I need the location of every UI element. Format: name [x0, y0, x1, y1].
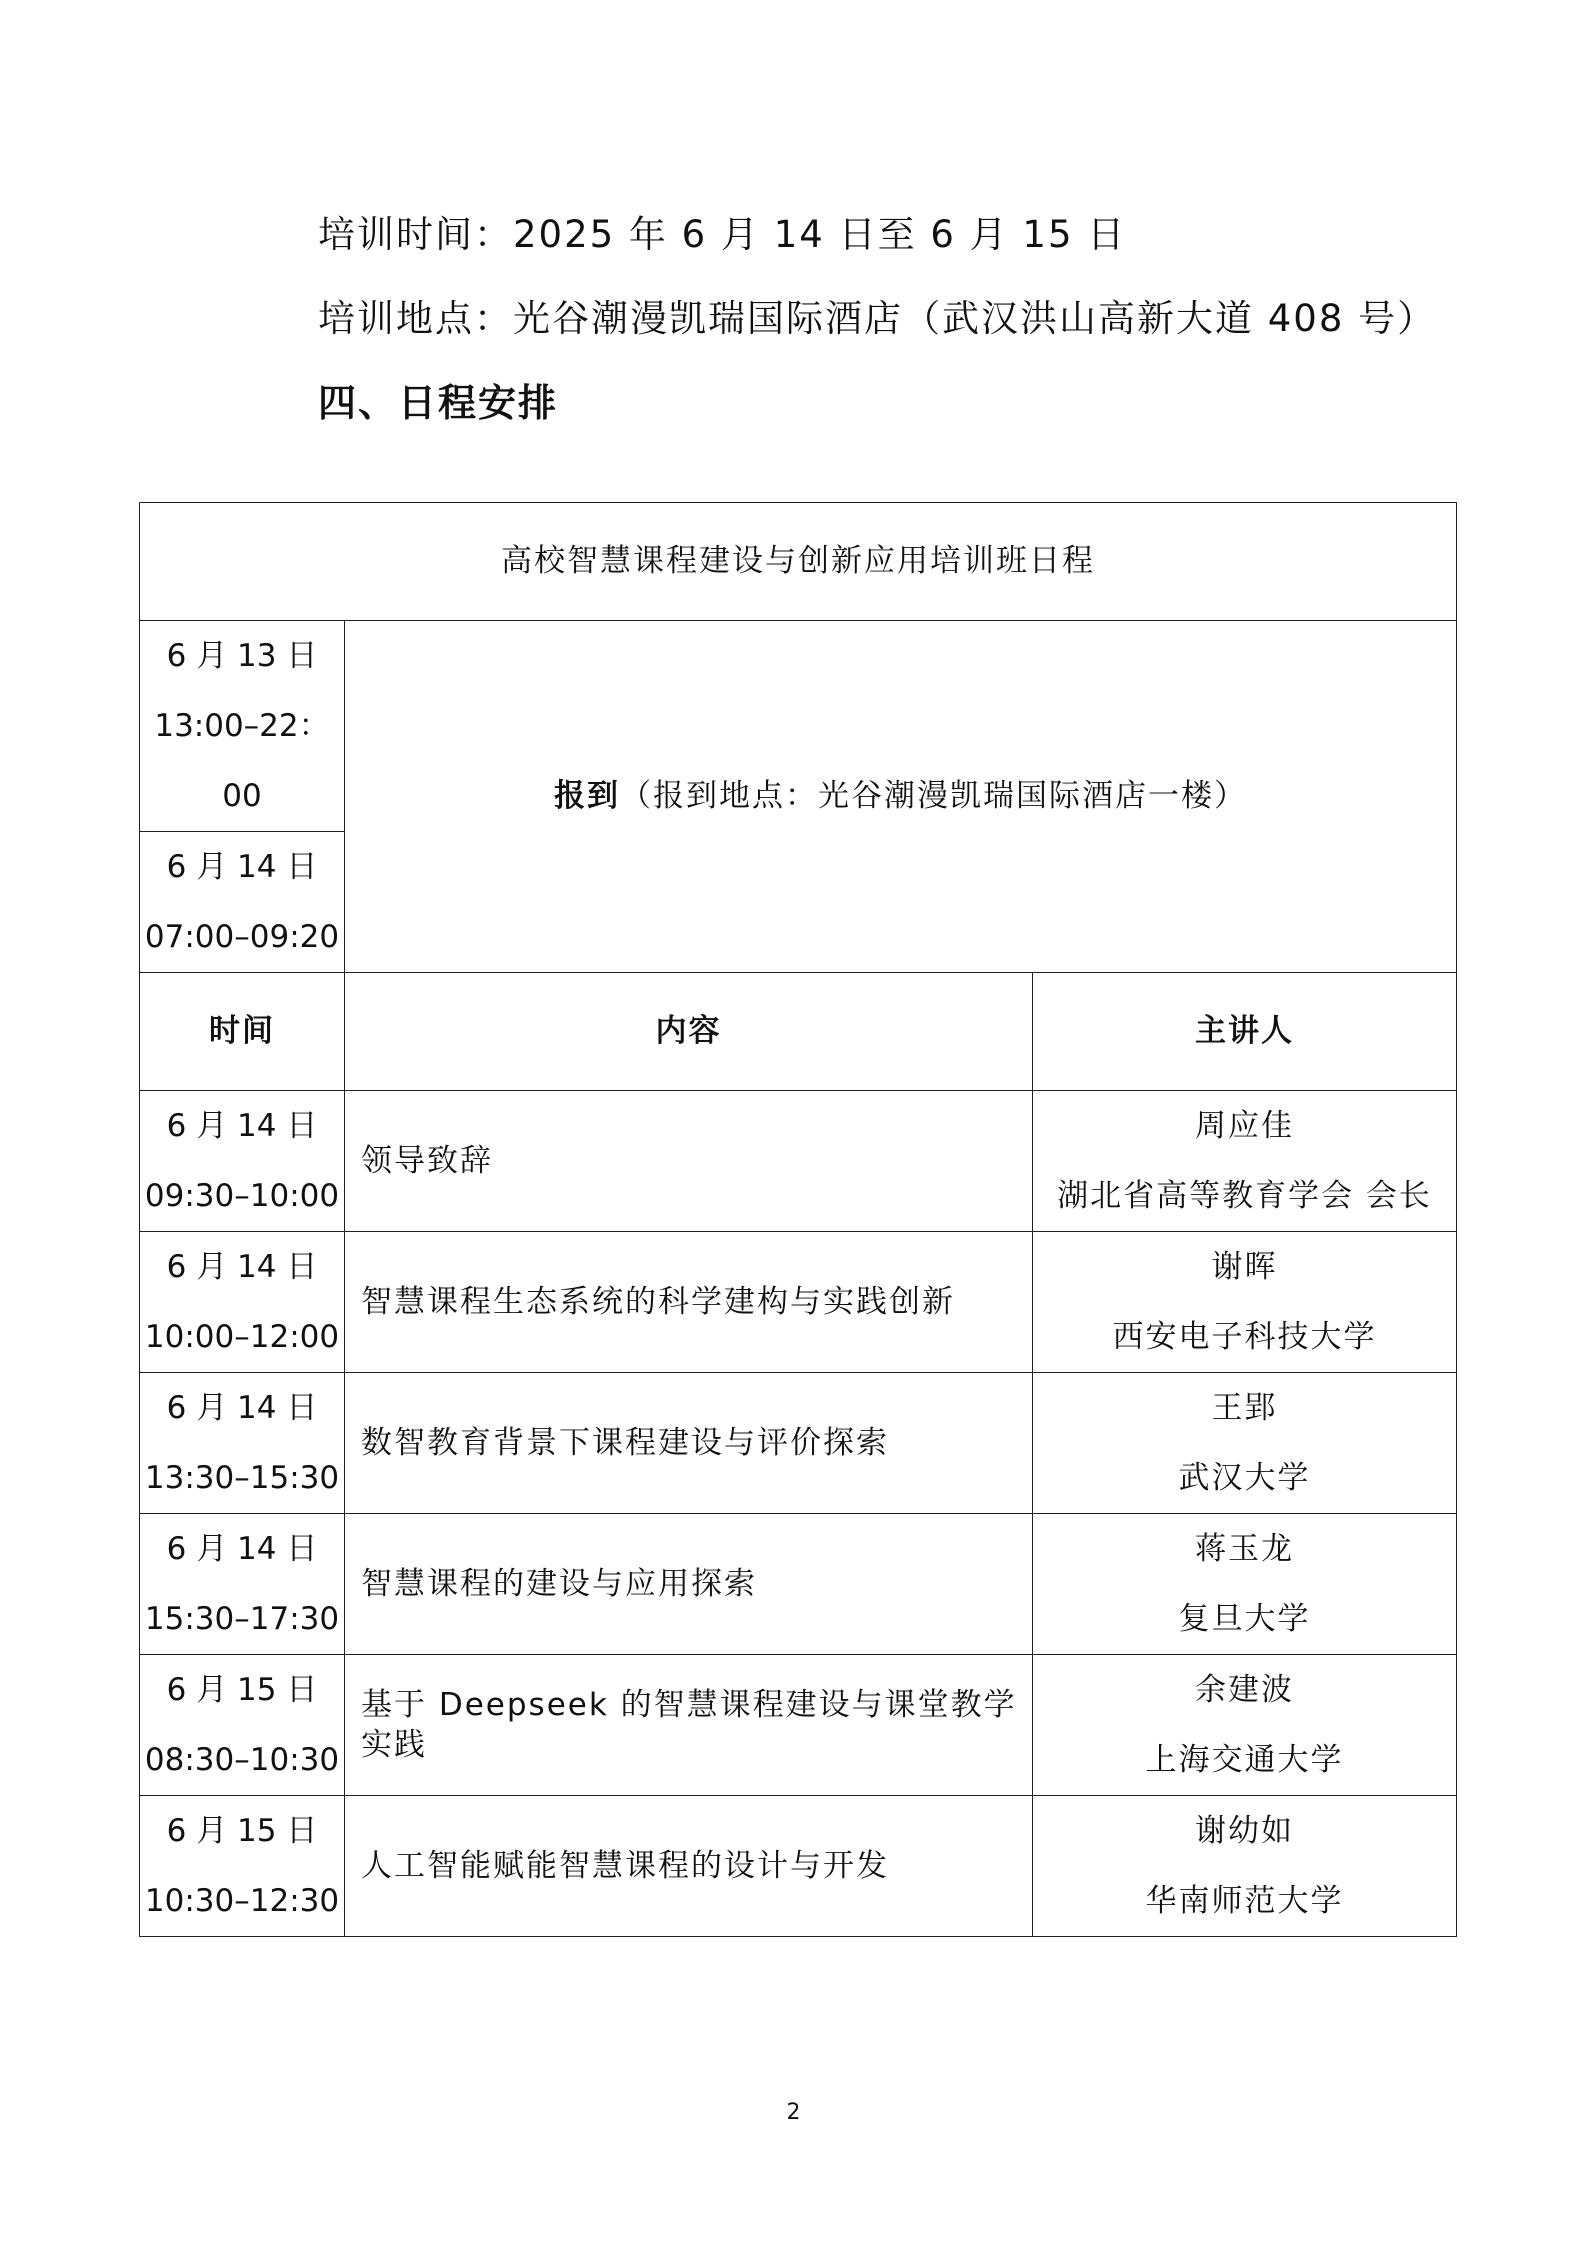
speaker-org: 西安电子科技大学 [1112, 1319, 1377, 1355]
header-speaker: 主讲人 [1033, 973, 1457, 1091]
session-time [140, 1373, 345, 1514]
speaker-name: 周应佳 [1195, 1108, 1294, 1144]
speaker-name: 蒋玉龙 [1195, 1531, 1294, 1567]
session-content: 人工智能赋能智慧课程的设计与开发 [345, 1796, 1033, 1937]
arrival-label: 报到 [554, 778, 620, 815]
table-row [140, 1091, 1457, 1232]
table-row [140, 1796, 1457, 1937]
page-number: 2 [786, 2100, 801, 2125]
arrival-content [345, 621, 1457, 973]
session-hours: 15:30–17:30 [144, 1601, 340, 1637]
session-hours: 10:00–12:00 [144, 1319, 340, 1355]
session-content: 领导致辞 [345, 1091, 1033, 1232]
session-speaker [1033, 1655, 1457, 1796]
schedule-table [139, 502, 1457, 1937]
speaker-name: 谢晖 [1211, 1249, 1278, 1285]
session-content: 智慧课程生态系统的科学建构与实践创新 [345, 1232, 1033, 1373]
speaker-org: 复旦大学 [1178, 1601, 1311, 1637]
schedule-title-row [140, 503, 1457, 621]
session-content: 基于 Deepseek 的智慧课程建设与课堂教学实践 [345, 1655, 1033, 1796]
session-speaker [1033, 1373, 1457, 1514]
header-time: 时间 [140, 973, 345, 1091]
table-row [140, 1373, 1457, 1514]
arrival-row-1 [140, 621, 1457, 832]
session-date: 6 月 14 日 [166, 1390, 318, 1426]
session-time [140, 1514, 345, 1655]
arrival-detail: （报到地点：光谷潮漫凯瑞国际酒店一楼） [620, 778, 1247, 815]
header-row [140, 973, 1457, 1091]
arrival-slot-1 [140, 621, 345, 832]
session-date: 6 月 14 日 [166, 1249, 318, 1285]
session-speaker [1033, 1232, 1457, 1373]
session-content: 数智教育背景下课程建设与评价探索 [345, 1373, 1033, 1514]
table-row [140, 1232, 1457, 1373]
session-hours: 13:30–15:30 [144, 1460, 340, 1496]
session-hours: 10:30–12:30 [144, 1883, 340, 1919]
speaker-name: 余建波 [1195, 1672, 1294, 1708]
schedule-title: 高校智慧课程建设与创新应用培训班日程 [140, 503, 1457, 621]
session-content: 智慧课程的建设与应用探索 [345, 1514, 1033, 1655]
session-time [140, 1091, 345, 1232]
table-row [140, 1514, 1457, 1655]
session-hours: 08:30–10:30 [144, 1742, 340, 1778]
speaker-org: 武汉大学 [1178, 1460, 1311, 1496]
training-venue-line: 培训地点：光谷潮漫凯瑞国际酒店（武汉洪山高新大道 408 号） [318, 297, 1437, 340]
speaker-org: 华南师范大学 [1145, 1883, 1344, 1919]
header-content: 内容 [345, 973, 1033, 1091]
speaker-name: 谢幼如 [1195, 1813, 1294, 1849]
session-speaker [1033, 1796, 1457, 1937]
arrival-slot-2-date: 6 月 14 日 [166, 849, 318, 885]
speaker-org: 上海交通大学 [1145, 1742, 1344, 1778]
session-speaker [1033, 1514, 1457, 1655]
session-date: 6 月 14 日 [166, 1531, 318, 1567]
session-date: 6 月 15 日 [166, 1813, 318, 1849]
session-date: 6 月 14 日 [166, 1108, 318, 1144]
arrival-slot-1-time: 13:00–22：00 [154, 708, 330, 814]
section-heading: 四、日程安排 [318, 381, 559, 425]
session-time [140, 1796, 345, 1937]
session-date: 6 月 15 日 [166, 1672, 318, 1708]
session-speaker [1033, 1091, 1457, 1232]
arrival-slot-2-time: 07:00–09:20 [144, 919, 340, 955]
session-time [140, 1232, 345, 1373]
session-hours: 09:30–10:00 [144, 1178, 340, 1214]
speaker-org: 湖北省高等教育学会 会长 [1057, 1178, 1432, 1214]
speaker-name: 王郢 [1211, 1390, 1278, 1426]
arrival-slot-1-date: 6 月 13 日 [166, 638, 318, 674]
table-row [140, 1655, 1457, 1796]
arrival-slot-2 [140, 832, 345, 973]
session-time [140, 1655, 345, 1796]
training-time-line: 培训时间：2025 年 6 月 14 日至 6 月 15 日 [318, 213, 1127, 256]
